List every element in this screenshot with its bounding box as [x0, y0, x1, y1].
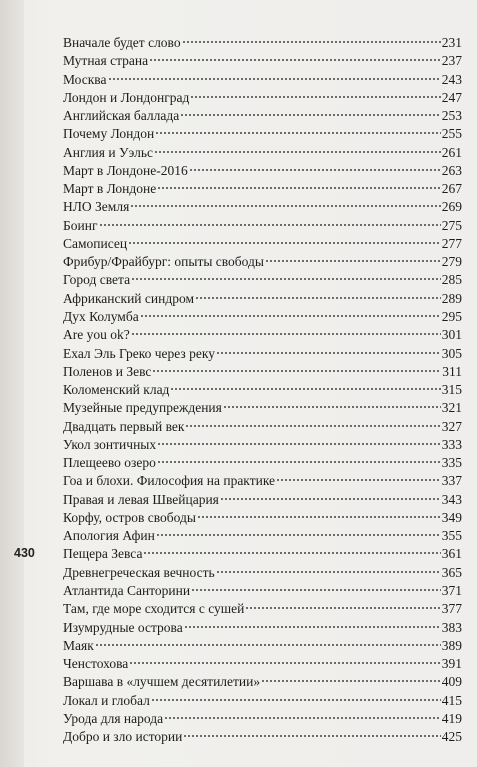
toc-entry-title: Там, где море сходится с сушей	[63, 601, 245, 617]
toc-entry-page: 361	[441, 546, 462, 562]
toc-entry-page: 277	[441, 235, 462, 251]
toc-entry-page: 337	[441, 473, 462, 489]
toc-entry	[63, 363, 462, 381]
toc-entry-title: Поленов и Зевс	[63, 363, 152, 379]
toc-entry-title: Корфу, остров свободы	[63, 509, 196, 525]
toc-entry	[63, 491, 462, 509]
toc-entry-title: Почему Лондон	[63, 126, 155, 142]
toc-entry	[63, 637, 462, 655]
toc-entry-title: Изумрудные острова	[63, 619, 183, 635]
toc-entry	[63, 381, 462, 399]
toc-entry-title: Дух Колумба	[63, 308, 139, 324]
toc-entry	[63, 71, 462, 89]
toc-entry-title: Древнегреческая вечность	[63, 564, 215, 580]
toc-entry-page: 263	[441, 162, 462, 178]
table-of-contents	[63, 34, 462, 746]
dot-leader	[223, 405, 441, 409]
dot-leader	[170, 387, 440, 391]
toc-entry-page: 305	[441, 345, 462, 361]
toc-entry-page: 335	[441, 455, 462, 471]
toc-entry-title: Добро и зло истории	[63, 729, 183, 745]
toc-entry-title: Боинг	[63, 217, 98, 233]
dot-leader	[95, 643, 441, 647]
dot-leader	[197, 515, 441, 519]
toc-entry	[63, 527, 462, 545]
toc-entry-title: Москва	[63, 71, 107, 87]
toc-entry-title: Ехал Эль Греко через реку	[63, 345, 215, 361]
toc-entry-page: 419	[441, 710, 462, 726]
toc-entry-title: Фрибур/Фрайбург: опыты свободы	[63, 254, 264, 270]
toc-entry	[63, 673, 462, 691]
toc-entry-page: 315	[441, 382, 462, 398]
dot-leader	[156, 533, 441, 537]
toc-entry-page: 231	[441, 35, 462, 50]
toc-entry	[63, 564, 462, 582]
toc-entry	[63, 582, 462, 600]
toc-entry-page: 415	[441, 692, 462, 708]
toc-entry-title: Африканский синдром	[63, 290, 194, 306]
toc-entry	[63, 472, 462, 490]
toc-entry-page: 311	[442, 363, 462, 379]
toc-entry	[63, 545, 462, 563]
toc-entry-page: 349	[441, 509, 462, 525]
toc-entry-title: Укол зонтичных	[63, 436, 157, 452]
toc-entry	[63, 454, 462, 472]
dot-leader	[129, 661, 440, 665]
dot-leader	[191, 588, 441, 592]
dot-leader	[128, 241, 441, 245]
toc-entry-title: Маяк	[63, 637, 94, 653]
toc-entry-page: 355	[441, 528, 462, 544]
toc-entry-page: 389	[441, 637, 462, 653]
toc-entry-title: Гоа и блохи. Философия на практике	[63, 473, 276, 489]
toc-entry-page: 327	[441, 418, 462, 434]
dot-leader	[154, 150, 441, 154]
dot-leader	[152, 369, 441, 373]
dot-leader	[131, 277, 441, 281]
toc-entry-page: 391	[441, 656, 462, 672]
toc-entry-page: 333	[441, 436, 462, 452]
dot-leader	[276, 478, 441, 482]
toc-entry-page: 243	[441, 71, 462, 87]
toc-entry	[63, 436, 462, 454]
toc-entry-title: Варшава в «лучшем десятилетии»	[63, 674, 261, 690]
dot-leader	[216, 570, 441, 574]
toc-entry	[63, 235, 462, 253]
dot-leader	[216, 351, 441, 355]
toc-entry	[63, 125, 462, 143]
toc-entry	[63, 619, 462, 637]
dot-leader	[157, 460, 441, 464]
dot-leader	[190, 95, 440, 99]
dot-leader	[189, 168, 441, 172]
toc-entry-page: 289	[441, 290, 462, 306]
toc-entry-title: Are you ok?	[63, 327, 130, 343]
dot-leader	[151, 698, 441, 702]
toc-entry-page: 377	[441, 601, 462, 617]
toc-entry-page: 301	[441, 327, 462, 343]
toc-entry	[63, 162, 462, 180]
dot-leader	[157, 442, 441, 446]
toc-entry-page: 409	[441, 674, 462, 690]
dot-leader	[245, 606, 440, 610]
toc-entry	[63, 399, 462, 417]
toc-entry-page: 253	[441, 108, 462, 124]
toc-entry-title: Коломенский клад	[63, 382, 170, 398]
toc-entry	[63, 345, 462, 363]
toc-entry	[63, 692, 462, 710]
toc-entry	[63, 418, 462, 436]
toc-entry-page: 261	[441, 144, 462, 160]
dot-leader	[180, 113, 441, 117]
toc-entry-title: Мутная страна	[63, 53, 149, 69]
toc-entry-title: Пещера Зевса	[63, 546, 143, 562]
toc-entry	[63, 290, 462, 308]
toc-entry-page: 371	[441, 582, 462, 598]
dot-leader	[220, 497, 441, 501]
dot-leader	[185, 424, 440, 428]
toc-entry-title: Английская баллада	[63, 108, 180, 124]
toc-entry	[63, 253, 462, 271]
toc-entry-page: 269	[441, 199, 462, 215]
toc-entry-title: Атлантида Санторини	[63, 582, 191, 598]
toc-entry-title: Город света	[63, 272, 131, 288]
toc-entry	[63, 89, 462, 107]
toc-entry-title: Лондон и Лондонград	[63, 89, 190, 105]
toc-entry	[63, 728, 462, 746]
dot-leader	[157, 186, 441, 190]
page-gutter-shadow	[0, 0, 24, 767]
toc-entry	[63, 600, 462, 618]
toc-entry-page: 343	[441, 491, 462, 507]
toc-entry-page: 247	[441, 89, 462, 105]
toc-entry-page: 279	[441, 254, 462, 270]
dot-leader	[131, 332, 441, 336]
dot-leader	[149, 58, 441, 62]
toc-entry-title: Музейные предупреждения	[63, 400, 222, 416]
toc-entry	[63, 34, 462, 52]
dot-leader	[143, 551, 440, 555]
toc-entry	[63, 655, 462, 673]
dot-leader	[184, 625, 441, 629]
toc-entry-page: 295	[441, 308, 462, 324]
toc-entry	[63, 180, 462, 198]
toc-entry	[63, 217, 462, 235]
dot-leader	[140, 314, 441, 318]
page-number: 430	[14, 546, 35, 560]
toc-entry-title: Самописец	[63, 235, 128, 251]
dot-leader	[99, 223, 441, 227]
toc-entry-page: 365	[441, 564, 462, 580]
toc-entry-page: 255	[441, 126, 462, 142]
toc-entry-title: Локал и глобал	[63, 692, 150, 708]
toc-entry-page: 383	[441, 619, 462, 635]
toc-entry-page: 275	[441, 217, 462, 233]
toc-entry-page: 425	[441, 729, 462, 745]
toc-entry-page: 267	[441, 181, 462, 197]
toc-entry	[63, 509, 462, 527]
dot-leader	[195, 296, 441, 300]
toc-entry	[63, 271, 462, 289]
toc-entry-title: Правая и левая Швейцария	[63, 491, 219, 507]
toc-entry-title: Англия и Уэльс	[63, 144, 153, 160]
toc-entry	[63, 107, 462, 125]
dot-leader	[265, 259, 441, 263]
toc-entry-title: Ченстохова	[63, 656, 129, 672]
toc-entry-title: НЛО Земля	[63, 199, 130, 215]
dot-leader	[261, 679, 441, 683]
toc-entry-title: Март в Лондоне	[63, 181, 157, 197]
dot-leader	[130, 204, 440, 208]
dot-leader	[182, 40, 441, 44]
toc-entry-title: Двадцать первый век	[63, 418, 185, 434]
toc-entry	[63, 144, 462, 162]
toc-entry	[63, 198, 462, 216]
toc-entry-title: Март в Лондоне-2016	[63, 162, 188, 178]
toc-entry	[63, 308, 462, 326]
toc-entry-title: Апология Афин	[63, 528, 155, 544]
dot-leader	[164, 716, 441, 720]
dot-leader	[155, 131, 441, 135]
toc-entry	[63, 52, 462, 70]
toc-entry-title: Вначале будет слово	[63, 35, 181, 50]
dot-leader	[183, 734, 440, 738]
toc-entry	[63, 326, 462, 344]
toc-entry-title: Плещеево озеро	[63, 455, 156, 471]
dot-leader	[108, 77, 441, 81]
toc-entry	[63, 710, 462, 728]
toc-entry-title: Урода для народа	[63, 710, 164, 726]
toc-entry-page: 237	[441, 53, 462, 69]
toc-entry-page: 285	[441, 272, 462, 288]
toc-entry-page: 321	[441, 400, 462, 416]
